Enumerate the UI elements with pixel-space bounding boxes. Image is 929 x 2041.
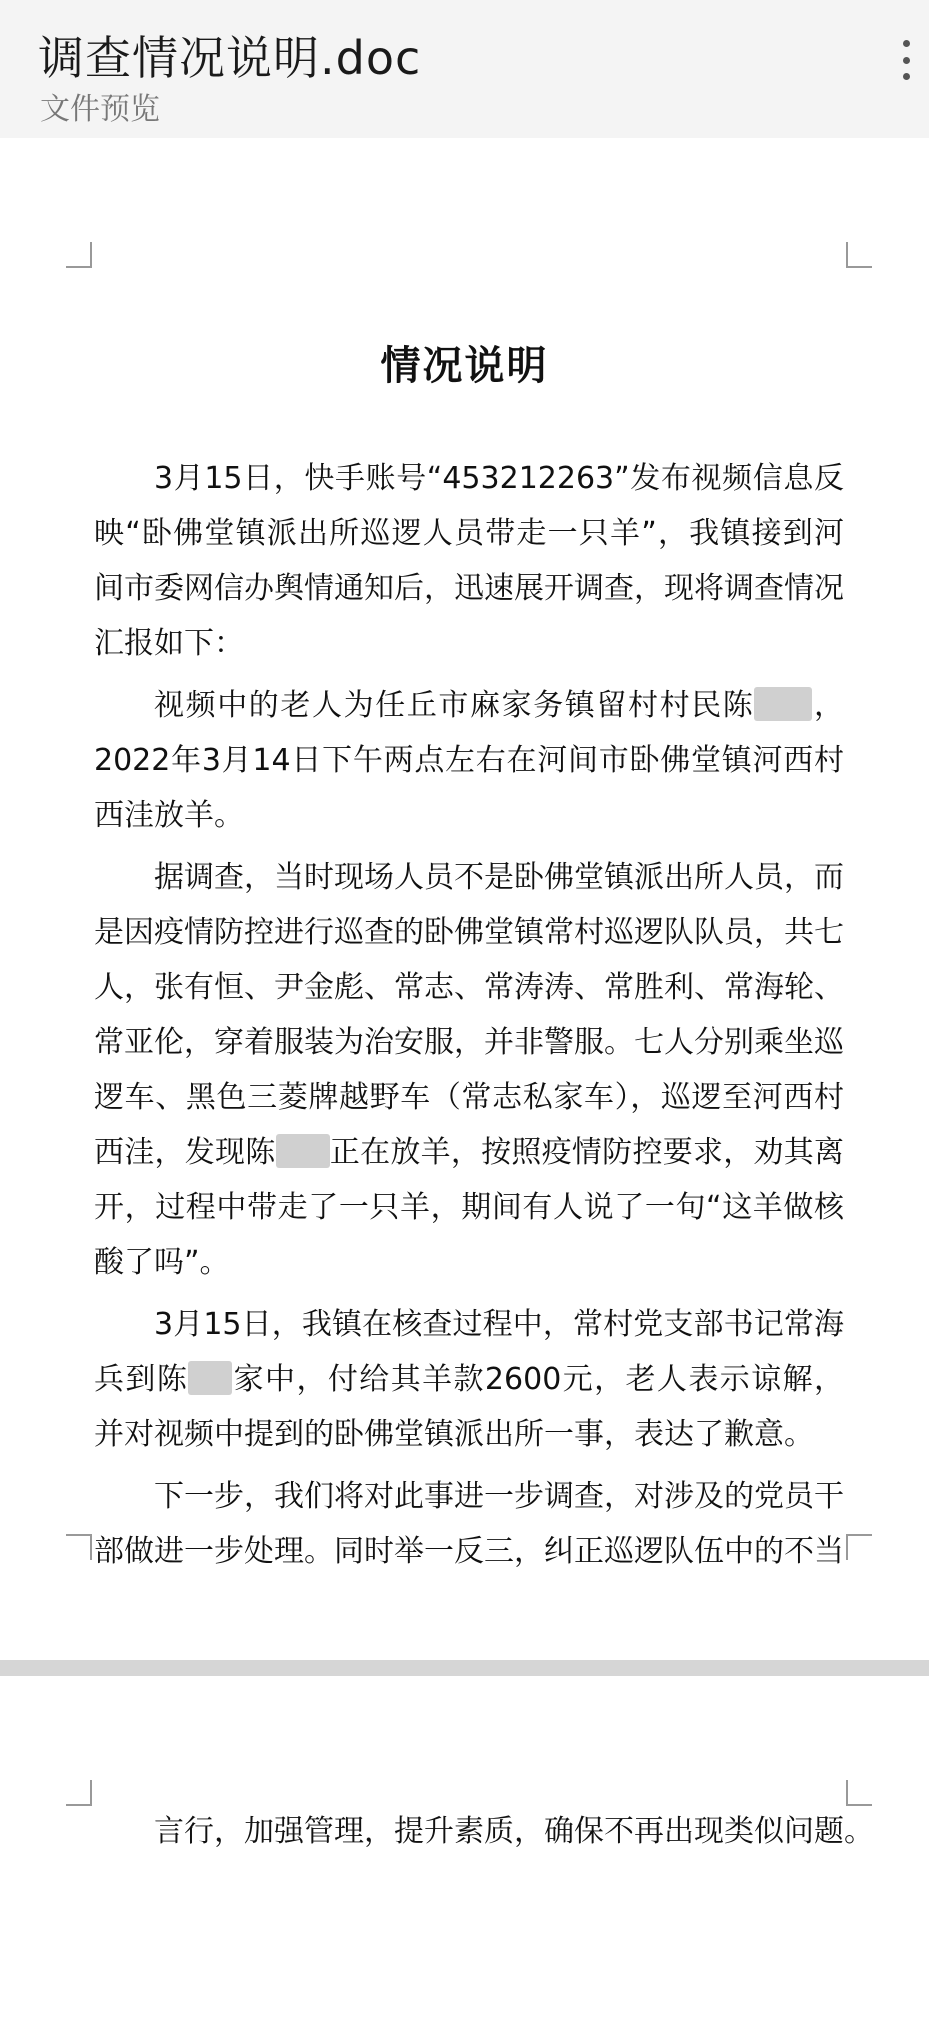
page-margin-corner [66, 242, 92, 268]
file-name: 调查情况说明.doc [38, 31, 422, 85]
document-body [94, 451, 844, 1586]
paragraph-4: 3月15日，我镇在核查过程中，常村党支部书记常海兵到陈 家中，付给其羊款2600元，老人表示谅解，并对视频中提到的卧佛堂镇派出所一事，表达了歉意。 [94, 1307, 844, 1452]
redacted-name [754, 687, 812, 721]
page-margin-corner [846, 242, 872, 268]
file-preview-label: 文件预览 [40, 92, 160, 127]
page-margin-corner [66, 1534, 92, 1560]
redacted-name [276, 1134, 330, 1168]
document-title: 情况说明 [380, 343, 549, 389]
page-margin-corner [846, 1780, 872, 1806]
paragraph-3: 据调查，当时现场人员不是卧佛堂镇派出所人员，而是因疫情防控进行巡查的卧佛堂镇常村巡逻队队员，共七人，张有恒、尹金彪、常志、常涛涛、常胜利、常海轮、常亚伦，穿着服装为治安服，并非警服。七人分别乘坐巡逻车、黑色三菱牌越野车（常志私家车），巡逻至河西村西洼，发现陈 正在放羊，按照疫情防控要求，劝其离开，过程中带走了一只羊，期间有人说了一句“这羊做核酸了吗”。 [94, 860, 845, 1280]
preview-header [0, 0, 929, 138]
document-page-2 [0, 1676, 929, 2041]
document-page-1 [0, 138, 929, 1660]
page-margin-corner [66, 1780, 92, 1806]
more-options-icon[interactable] [891, 40, 921, 80]
paragraph-1: 3月15日，快手账号“453212263”发布视频信息反映“卧佛堂镇派出所巡逻人员带走一只羊”，我镇接到河间市委网信办舆情通知后，迅速展开调查，现将调查情况汇报如下： [94, 461, 844, 661]
paragraph-continued: 言行，加强管理，提升素质，确保不再出现类似问题。 [154, 1814, 874, 1849]
redacted-name [188, 1361, 232, 1395]
paragraph-5: 下一步，我们将对此事进一步调查，对涉及的党员干部做进一步处理。同时举一反三，纠正巡逻队伍中的不当 [94, 1479, 844, 1569]
paragraph-2: 视频中的老人为任丘市麻家务镇留村村民陈 ，2022年3月14日下午两点左右在河间市卧佛堂镇河西村西洼放羊。 [94, 688, 845, 833]
page-margin-corner [846, 1534, 872, 1560]
